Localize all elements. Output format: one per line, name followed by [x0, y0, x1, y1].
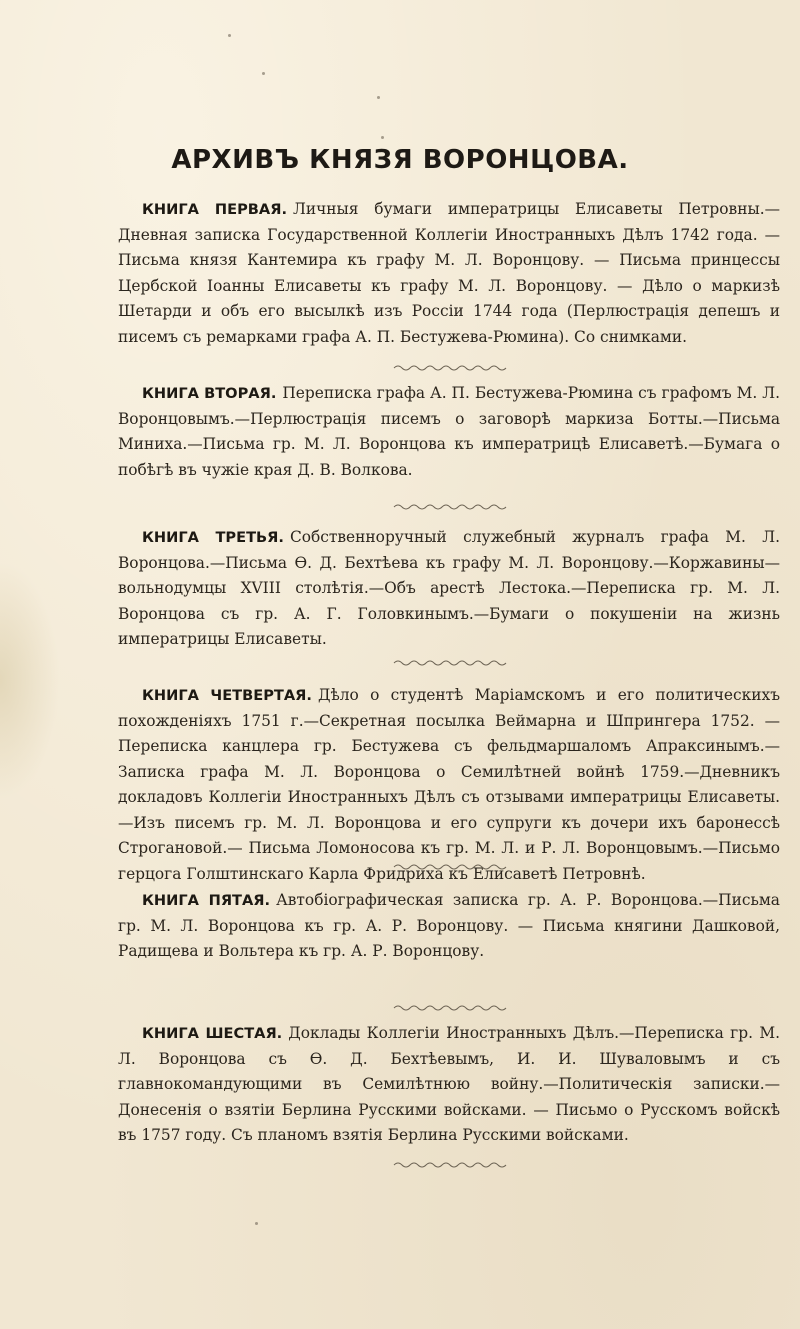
book-description: Дѣло о студентѣ Маріамскомъ и его политическихъ похожденіяхъ 1751 г.—Секретная посылка Веймарна и Шпрингера 1752. — Переписка канцлера гр. Бестужева съ фельдмаршаломъ Апраксинымъ.—Записка графа М. Л. Воронцова о Семилѣтней войнѣ 1759.—Дневникъ докладовъ Коллегіи Иностранныхъ Дѣлъ съ отзывами императрицы Елисаветы.—Изъ писемъ гр. М. Л. Воронцова и его супруги къ дочери ихъ баронессѣ Строгановой.— Письма Ломоносова къ гр. М. Л. и Р. Л. Воронцовымъ.—Письмо герцога Голштинскаго Карла Фридриха къ Елисаветѣ Петровнѣ.	[118, 686, 780, 883]
paper-speck	[228, 34, 231, 37]
book-description: Автобіографическая записка гр. А. Р. Воронцова.—Письма гр. М. Л. Воронцова къ гр. А. Р. Воронцову. — Письма княгини Дашковой, Радищева и Вольтера къ гр. А. Р. Воронцову.	[118, 891, 780, 960]
book-entry-5	[118, 888, 780, 965]
book-name: КНИГА ВТОРАЯ.	[142, 385, 277, 402]
paper-stain	[0, 560, 60, 800]
book-name: КНИГА ЧЕТВЕРТАЯ.	[142, 687, 312, 704]
paper-speck	[381, 136, 384, 139]
book-description: Собственноручный служебный журналъ графа М. Л. Воронцова.—Письма Ѳ. Д. Бехтѣева къ графу М. Л. Воронцову.—Коржавины—вольнодумцы XVIII столѣтія.—Объ арестѣ Лестока.—Переписка гр. М. Л. Воронцова съ гр. А. Г. Головкинымъ.—Бумаги о покушеніи на жизнь императрицы Елисаветы.	[118, 528, 780, 648]
ornament-divider	[392, 363, 512, 373]
book-name: КНИГА ТРЕТЬЯ.	[142, 529, 284, 546]
ornament-divider	[392, 862, 512, 872]
page-title: АРХИВЪ КНЯЗЯ ВОРОНЦОВА.	[171, 145, 629, 175]
ornament-divider	[392, 1160, 512, 1170]
book-name: КНИГА ПЯТАЯ.	[142, 892, 271, 909]
ornament-divider	[392, 658, 512, 668]
paper-speck	[255, 1222, 258, 1225]
paper-speck	[262, 72, 265, 75]
book-entry-1	[118, 197, 780, 350]
book-description: Личныя бумаги императрицы Елисаветы Петровны.—Дневная записка Государственной Коллегіи Иностранныхъ Дѣлъ 1742 года. — Письма князя Кантемира къ графу М. Л. Воронцову. — Письма принцессы Цербской Іоанны Елисаветы къ графу М. Л. Воронцову. — Дѣло о маркизѣ Шетарди и объ его высылкѣ изъ Россіи 1744 года (Перлюстрація депешъ и писемъ съ ремарками графа А. П. Бестужева-Рюмина). Со снимками.	[118, 200, 781, 346]
ornament-divider	[392, 502, 512, 512]
book-name: КНИГА ПЕРВАЯ.	[142, 201, 287, 218]
paper-speck	[377, 96, 380, 99]
book-entry-4	[118, 683, 780, 887]
book-description: Переписка графа А. П. Бестужева-Рюмина съ графомъ М. Л. Воронцовымъ.—Перлюстрація писемъ о заговорѣ маркиза Ботты.—Письма Миниха.—Письма гр. М. Л. Воронцова къ императрицѣ Елисаветѣ.—Бумага о побѣгѣ въ чужіе края Д. В. Волкова.	[118, 384, 780, 479]
book-name: КНИГА ШЕСТАЯ.	[142, 1025, 283, 1042]
book-entry-3	[118, 525, 780, 653]
book-description: Доклады Коллегіи Иностранныхъ Дѣлъ.—Переписка гр. М. Л. Воронцова съ Ѳ. Д. Бехтѣевымъ, И. И. Шуваловымъ и съ главнокомандующими въ Семилѣтнюю войну.—Политическія записки.—Донесенія о взятіи Берлина Русскими войсками. — Письмо о Русскомъ войскѣ въ 1757 году. Съ планомъ взятія Берлина Русскими войсками.	[118, 1024, 780, 1144]
book-entry-6	[118, 1021, 780, 1149]
book-entry-2	[118, 381, 780, 483]
ornament-divider	[392, 1003, 512, 1013]
